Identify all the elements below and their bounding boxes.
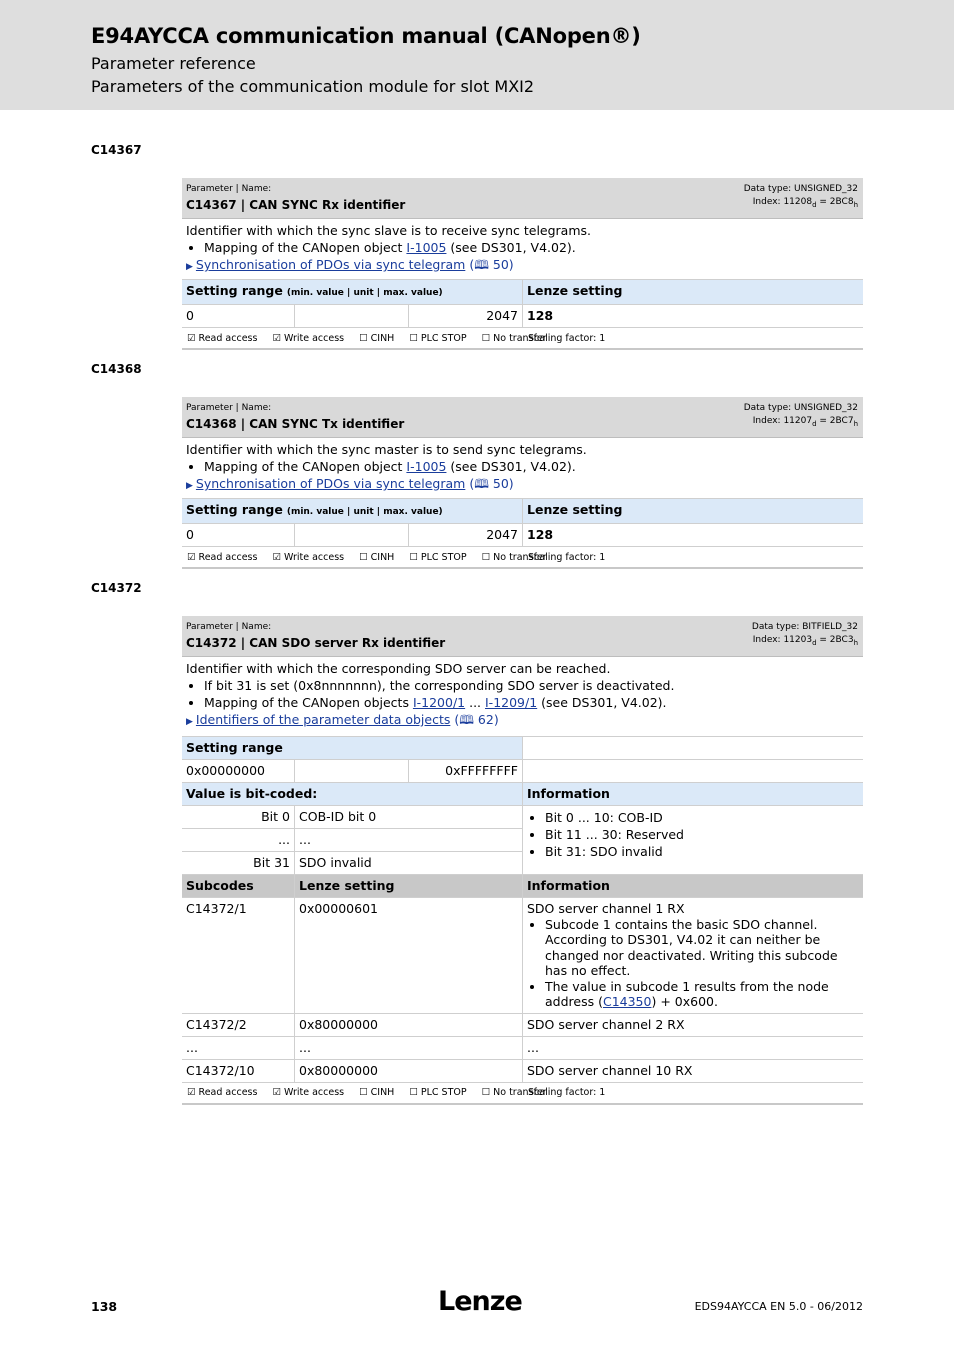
access-row: ☑ Read access ☑ Write access ☐ CINH ☐ PLC STOP ☐ No transfer Scaling factor: 1	[182, 546, 863, 569]
cross-reference-link[interactable]: Identifiers of the parameter data objects	[195, 712, 451, 727]
page-header	[0, 0, 954, 110]
max-value: 2047	[409, 305, 523, 327]
chapter-title: Parameter reference	[91, 54, 256, 73]
data-type: Data type: BITFIELD_32	[751, 622, 858, 632]
arrow-right-icon: ▶	[186, 717, 193, 727]
lenze-value: 128	[527, 308, 554, 323]
unit	[295, 305, 409, 327]
bit-table	[182, 805, 863, 874]
section-title: Parameters of the communication module for slot MXI2	[91, 77, 535, 96]
document-title: E94AYCCA communication manual (CANopen®)	[91, 24, 641, 48]
parameter-label: Parameter | Name:	[186, 403, 272, 413]
max-value: 0xFFFFFFFF	[409, 760, 523, 782]
description-bullet: • Mapping of the CANopen object I-1005 (see DS301, V4.02).	[204, 458, 859, 475]
parameter-table-c14368	[182, 397, 863, 569]
parameter-header	[182, 616, 863, 657]
parameter-link[interactable]: C14350	[602, 994, 652, 1009]
subcode-row: ... ... ...	[182, 1036, 863, 1059]
description-text: Identifier with which the sync slave is to receive sync telegrams.	[186, 223, 591, 238]
object-link[interactable]: I-1200/1	[412, 695, 466, 710]
section-code-c14372: C14372	[91, 581, 142, 595]
document-id: EDS94AYCCA EN 5.0 - 06/2012	[694, 1300, 863, 1313]
bit-information: • Bit 0 ... 10: COB-ID • Bit 11 ... 30: Reserved • Bit 31: SDO invalid	[523, 806, 863, 874]
description-bullet: • If bit 31 is set (0x8nnnnnnn), the corresponding SDO server is deactivated.	[204, 677, 859, 694]
cross-reference-link[interactable]: Synchronisation of PDOs via sync telegram	[195, 476, 466, 491]
setting-range-header: Setting range (min. value | unit | max. value) Lenze setting	[182, 279, 863, 304]
description-bullet: • Mapping of the CANopen objects I-1200/1 ... I-1209/1 (see DS301, V4.02).	[204, 694, 859, 711]
parameter-description	[182, 219, 863, 279]
unit	[295, 760, 409, 782]
unit	[295, 524, 409, 546]
parameter-name: C14368 | CAN SYNC Tx identifier	[186, 417, 405, 431]
data-type: Data type: UNSIGNED_32	[743, 403, 858, 413]
object-link[interactable]: I-1209/1	[485, 695, 538, 710]
parameter-header	[182, 178, 863, 219]
cross-reference-link[interactable]: Synchronisation of PDOs via sync telegram	[195, 257, 466, 272]
parameter-description	[182, 657, 863, 736]
parameter-label: Parameter | Name:	[186, 622, 272, 632]
section-code-c14368: C14368	[91, 362, 142, 376]
index: Index: $11207_d = 2BC7_h$	[752, 416, 858, 428]
data-type: Data type: UNSIGNED_32	[743, 184, 858, 194]
description-text: Identifier with which the sync master is to send sync telegrams.	[186, 442, 587, 457]
setting-range-row	[182, 523, 863, 546]
min-value: 0x00000000	[182, 760, 295, 782]
parameter-name: C14367 | CAN SYNC Rx identifier	[186, 198, 406, 212]
index: Index: $11208_d = 2BC8_h$	[752, 197, 858, 209]
setting-range-row	[182, 759, 863, 782]
min-value: 0	[182, 305, 295, 327]
parameter-table-c14367	[182, 178, 863, 350]
setting-range-row	[182, 304, 863, 327]
subcodes-header: Subcodes Lenze setting Information	[182, 874, 863, 897]
bitcoded-header: Value is bit-coded: Information	[182, 782, 863, 805]
subcode-row: C14372/2 0x80000000 SDO server channel 2 RX	[182, 1013, 863, 1036]
page-number: 138	[91, 1299, 118, 1314]
bit-row: Bit 31 SDO invalid	[182, 851, 522, 874]
index: Index: $11203_d = 2BC3_h$	[752, 635, 858, 647]
section-code-c14367: C14367	[91, 143, 142, 157]
cross-reference[interactable]: ▶ Synchronisation of PDOs via sync telegram (🕮 50)	[186, 476, 514, 491]
description-text: Identifier with which the corresponding SDO server can be reached.	[186, 661, 611, 676]
access-row: ☑ Read access ☑ Write access ☐ CINH ☐ PLC STOP ☐ No transfer Scaling factor: 1	[182, 327, 863, 350]
bit-row: Bit 0 COB-ID bit 0	[182, 806, 522, 828]
min-value: 0	[182, 524, 295, 546]
parameter-table-c14372	[182, 616, 863, 1105]
arrow-right-icon: ▶	[186, 481, 193, 491]
cross-reference[interactable]: ▶ Synchronisation of PDOs via sync telegram (🕮 50)	[186, 257, 514, 272]
subcode-row: C14372/1 0x00000601 SDO server channel 1 RX • Subcode 1 contains the basic SDO channel. According to DS301, V4.02 it can neither be changed nor deactivated. Writing this subcode has no effect. • The value in subcode 1 results from the node address (C14350) + 0x600.	[182, 897, 863, 1013]
subcode-row: C14372/10 0x80000000 SDO server channel 10 RX	[182, 1059, 863, 1082]
cross-reference[interactable]: ▶ Identifiers of the parameter data objects (🕮 62)	[186, 712, 499, 727]
lenze-logo: Lenze	[438, 1286, 522, 1317]
bit-row: ... ...	[182, 828, 522, 851]
lenze-value: 128	[527, 527, 554, 542]
arrow-right-icon: ▶	[186, 262, 193, 272]
access-row: ☑ Read access ☑ Write access ☐ CINH ☐ PLC STOP ☐ No transfer Scaling factor: 1	[182, 1082, 863, 1105]
setting-range-header: Setting range	[182, 736, 863, 759]
parameter-header	[182, 397, 863, 438]
parameter-name: C14372 | CAN SDO server Rx identifier	[186, 636, 446, 650]
object-link[interactable]: I-1005	[406, 240, 447, 255]
object-link[interactable]: I-1005	[406, 459, 447, 474]
parameter-label: Parameter | Name:	[186, 184, 272, 194]
description-bullet: • Mapping of the CANopen object I-1005 (see DS301, V4.02).	[204, 239, 859, 256]
parameter-description	[182, 438, 863, 498]
max-value: 2047	[409, 524, 523, 546]
setting-range-header: Setting range (min. value | unit | max. value) Lenze setting	[182, 498, 863, 523]
